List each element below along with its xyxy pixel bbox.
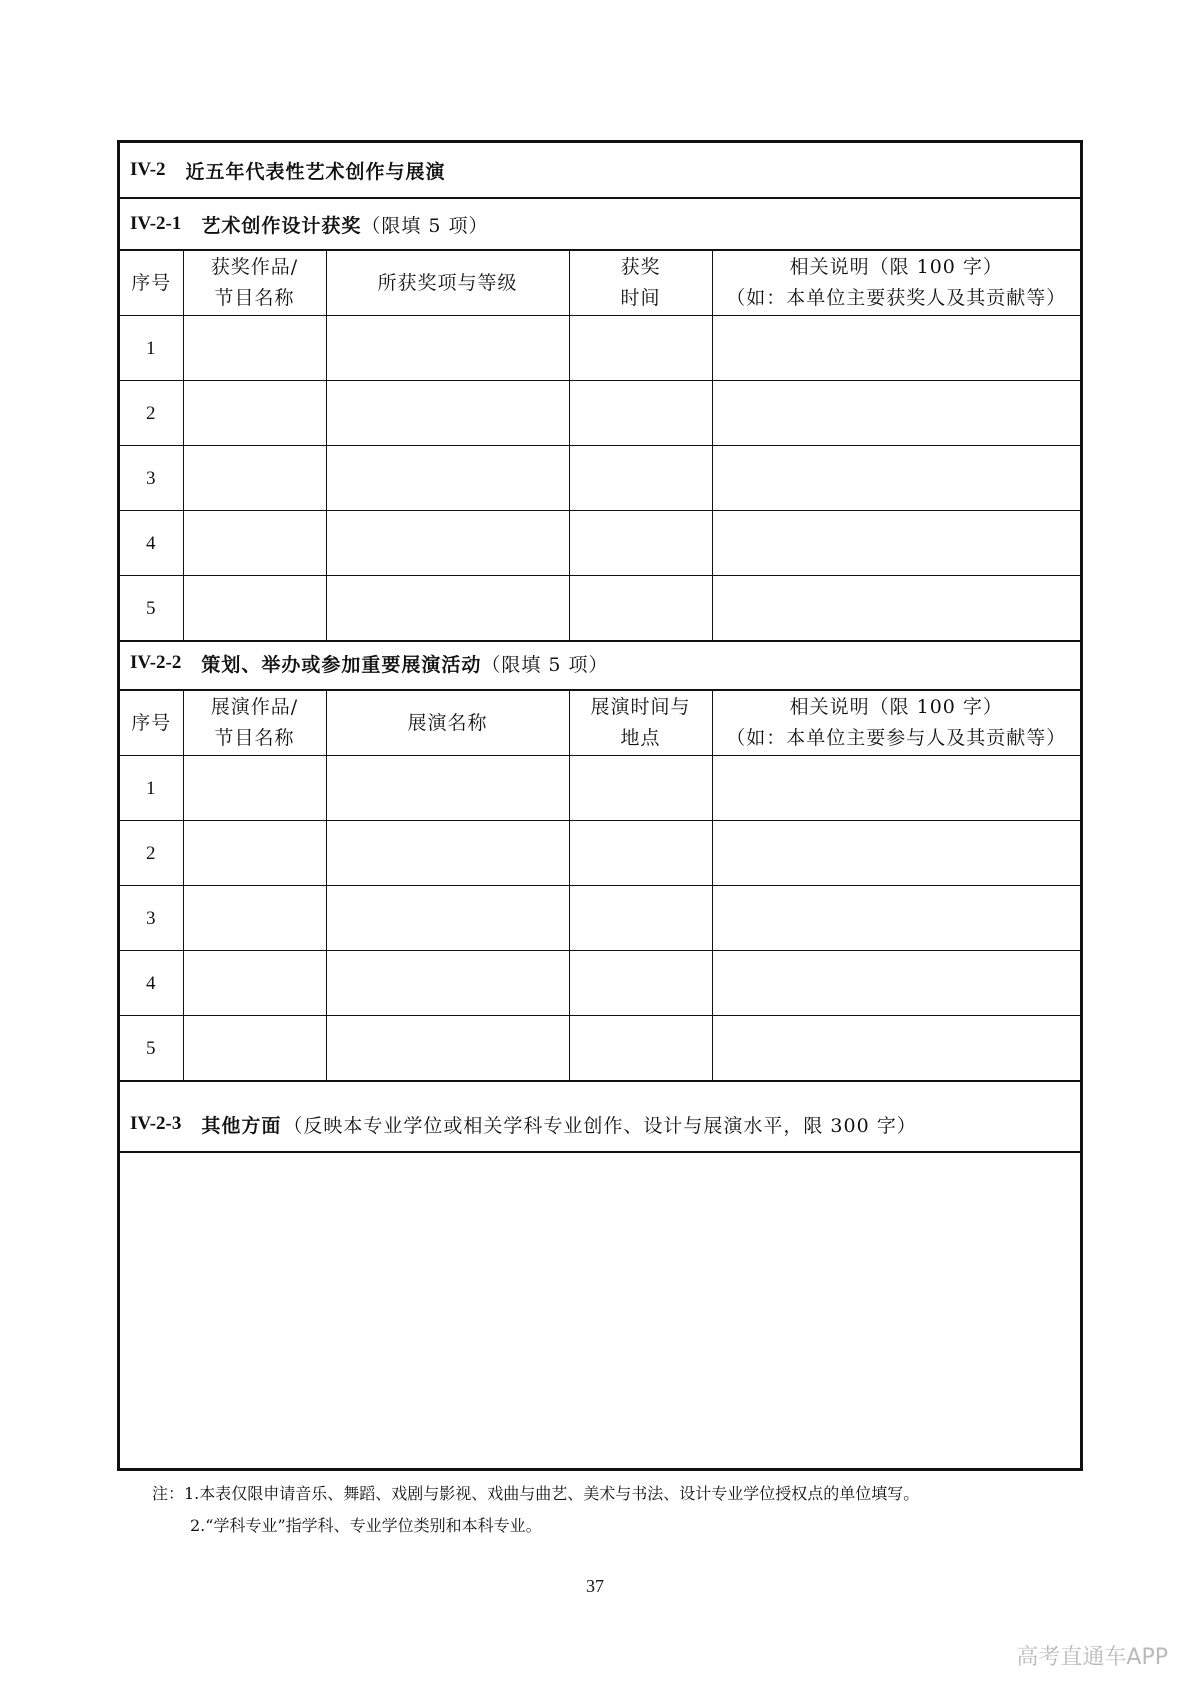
row-number: 5 [120,576,183,642]
footnote [152,1478,919,1542]
cell-time[interactable] [569,511,712,576]
cell-work[interactable] [183,886,326,951]
section-iv-2-2-header [120,637,1080,691]
table-header-row [120,251,1080,316]
page-number: 37 [586,1576,604,1596]
section-iv-2-1-header [120,199,1080,251]
header-line: 获奖 [620,256,661,278]
header-line: （如：本单位主要参与人及其贡献等） [726,727,1067,749]
cell-award[interactable] [326,511,569,576]
header-seq: 序号 [120,251,183,316]
cell-work[interactable] [183,756,326,821]
header-line: 时间 [620,287,661,309]
cell-work[interactable] [183,821,326,886]
section-title: 近五年代表性艺术创作与展演 [185,160,446,183]
row-number: 2 [120,381,183,446]
header-line: 节目名称 [214,287,295,309]
section-code: IV-2-3 [130,1113,182,1134]
section-note: （限填 5 项） [361,214,489,237]
row-number: 1 [120,756,183,821]
cell-time[interactable] [569,756,712,821]
cell-desc[interactable] [712,951,1080,1016]
cell-name[interactable] [326,886,569,951]
header-line: 展演时间与 [590,696,691,718]
header-work [183,251,326,316]
performances-table [120,691,1080,1082]
cell-work[interactable] [183,446,326,511]
awards-table [120,251,1080,642]
cell-name[interactable] [326,821,569,886]
footnote-line: 注：1.本表仅限申请音乐、舞蹈、戏剧与影视、戏曲与曲艺、美术与书法、设计专业学位授权点的单位填写。 [152,1484,920,1503]
header-line: 获奖作品/ [210,256,299,278]
section-code: IV-2 [130,159,166,180]
header-line: （如：本单位主要获奖人及其贡献等） [726,287,1067,309]
header-work [183,691,326,756]
cell-work[interactable] [183,576,326,642]
table-row [120,511,1080,576]
table-row [120,576,1080,642]
cell-desc[interactable] [712,1016,1080,1082]
header-desc [712,251,1080,316]
cell-desc[interactable] [712,316,1080,381]
cell-award[interactable] [326,446,569,511]
table-row [120,446,1080,511]
cell-time[interactable] [569,381,712,446]
cell-time[interactable] [569,1016,712,1082]
row-number: 3 [120,446,183,511]
section-title: 艺术创作设计获奖 [201,214,362,237]
section-title: 其他方面 [201,1114,282,1137]
section-iv-2-header [120,143,1080,199]
section-code: IV-2-1 [130,213,182,234]
row-number: 5 [120,1016,183,1082]
cell-time[interactable] [569,446,712,511]
table-row [120,1016,1080,1082]
cell-time[interactable] [569,821,712,886]
table-row [120,886,1080,951]
cell-desc[interactable] [712,511,1080,576]
section-code: IV-2-2 [130,652,182,673]
cell-name[interactable] [326,951,569,1016]
cell-work[interactable] [183,1016,326,1082]
form-table [117,140,1083,1471]
row-number: 2 [120,821,183,886]
cell-desc[interactable] [712,821,1080,886]
row-number: 4 [120,511,183,576]
header-time [569,691,712,756]
section-note: （限填 5 项） [481,653,609,676]
table-row [120,756,1080,821]
table-header-row [120,691,1080,756]
cell-desc[interactable] [712,446,1080,511]
cell-desc[interactable] [712,381,1080,446]
watermark: 高考直通车APP [1016,1645,1168,1670]
header-seq: 序号 [120,691,183,756]
cell-time[interactable] [569,576,712,642]
header-line: 地点 [620,727,661,749]
cell-work[interactable] [183,511,326,576]
cell-award[interactable] [326,316,569,381]
header-line: 相关说明（限 100 字） [789,696,1003,718]
cell-award[interactable] [326,381,569,446]
table-row [120,951,1080,1016]
header-award: 所获奖项与等级 [326,251,569,316]
header-line: 节目名称 [214,727,295,749]
other-aspects-input-area[interactable] [120,1153,1080,1468]
row-number: 3 [120,886,183,951]
cell-name[interactable] [326,1016,569,1082]
cell-name[interactable] [326,756,569,821]
header-desc [712,691,1080,756]
cell-award[interactable] [326,576,569,642]
table-row [120,381,1080,446]
row-number: 1 [120,316,183,381]
cell-time[interactable] [569,316,712,381]
table-row [120,821,1080,886]
section-iv-2-3-header [120,1097,1080,1153]
cell-work[interactable] [183,951,326,1016]
section-note: （反映本专业学位或相关学科专业创作、设计与展演水平，限 300 字） [283,1114,917,1137]
cell-time[interactable] [569,886,712,951]
cell-desc[interactable] [712,576,1080,642]
header-line: 相关说明（限 100 字） [789,256,1003,278]
header-time [569,251,712,316]
header-name: 展演名称 [326,691,569,756]
footnote-line: 2.“学科专业”指学科、专业学位类别和本科专业。 [190,1516,542,1535]
cell-desc[interactable] [712,886,1080,951]
header-line: 展演作品/ [210,696,299,718]
section-title: 策划、举办或参加重要展演活动 [201,653,482,676]
row-number: 4 [120,951,183,1016]
cell-work[interactable] [183,316,326,381]
cell-time[interactable] [569,951,712,1016]
cell-desc[interactable] [712,756,1080,821]
cell-work[interactable] [183,381,326,446]
table-row [120,316,1080,381]
